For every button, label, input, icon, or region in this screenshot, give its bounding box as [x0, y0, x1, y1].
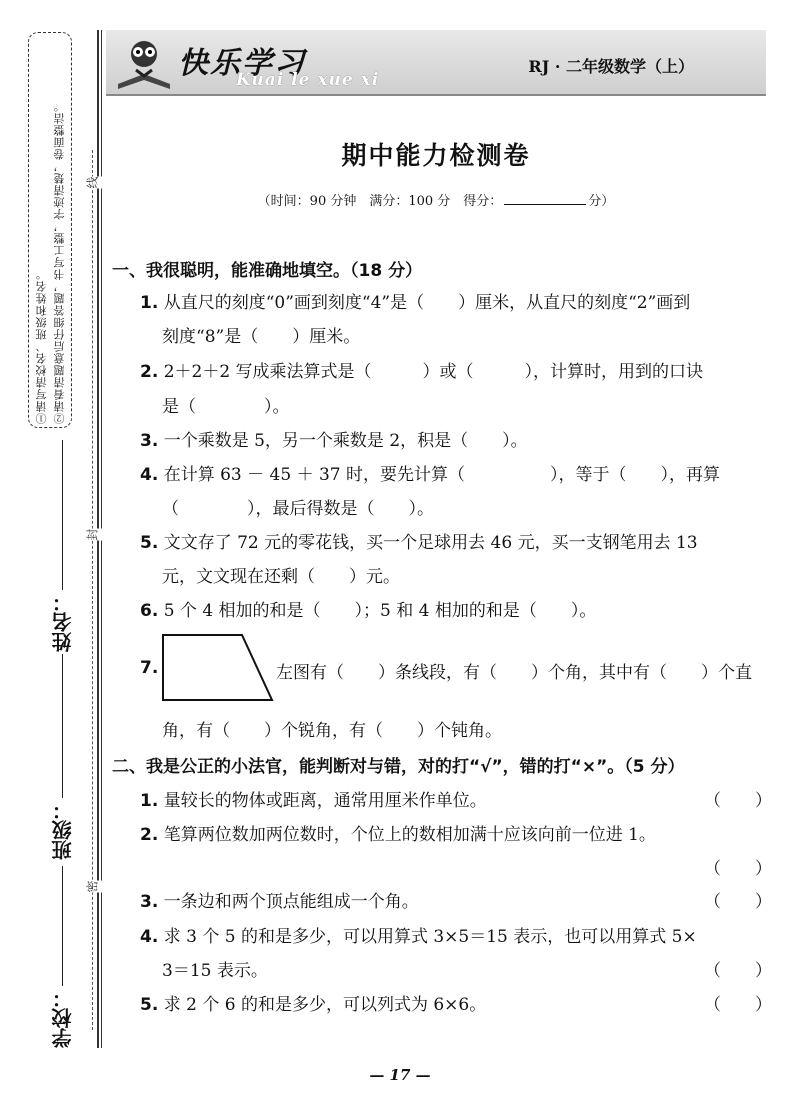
- trapezoid-figure: [160, 632, 276, 704]
- page-number: — 17 —: [369, 1066, 431, 1084]
- question-2-4-cont: 3＝15 表示。: [162, 961, 268, 981]
- question-number: 5.: [140, 533, 159, 553]
- question-text: 从直尺的刻度“0”画到刻度“4”是（ ）厘米，从直尺的刻度“2”画到: [163, 293, 691, 313]
- exam-meta: [106, 190, 766, 209]
- instruction-note-1: ①请写清校名、班级和姓名。: [35, 268, 48, 424]
- question-1-5: [140, 528, 770, 553]
- question-text: 一个乘数是 5，另一个乘数是 2，积是（ ）。: [163, 431, 528, 451]
- name-label: 姓名：: [51, 592, 75, 652]
- question-number: 6.: [140, 601, 159, 621]
- question-number: 5.: [140, 995, 159, 1015]
- answer-paren-3[interactable]: （ ）: [704, 892, 772, 912]
- question-2-1: [140, 786, 770, 811]
- page-title: 期中能力检测卷: [341, 141, 531, 170]
- question-number: 2.: [140, 362, 159, 382]
- section-2-heading: 二、我是公正的小法官，能判断对与错，对的打“√”，错的打“×”。（5 分）: [112, 757, 685, 777]
- question-number: 1.: [140, 293, 159, 313]
- question-1-7-cont: 角，有（ ）个锐角，有（ ）个钝角。: [162, 721, 502, 741]
- question-text: 2＋2＋2 写成乘法算式是（ ）或（ ），计算时，用到的口诀: [163, 362, 704, 382]
- question-1-1: [140, 288, 770, 313]
- question-text: 文文存了 72 元的零花钱，买一个足球用去 46 元，买一支钢笔用去 13: [163, 533, 698, 553]
- reading-owl-logo-icon: [112, 34, 176, 92]
- question-number: 4.: [140, 927, 159, 947]
- question-1-4-cont: （ ），最后得数是（ ）。: [162, 499, 434, 519]
- score-blank[interactable]: [504, 192, 586, 205]
- question-1-7-text: 左图有（ ）条线段，有（ ）个角，其中有（ ）个直: [276, 663, 752, 683]
- question-1-1-cont: 刻度“8”是（ ）厘米。: [162, 327, 361, 347]
- question-2-4: [140, 922, 770, 947]
- question-1-3: [140, 426, 770, 451]
- question-2-3: [140, 887, 770, 912]
- question-text: 一条边和两个顶点能组成一个角。: [163, 892, 419, 912]
- cut-mark-mi: 密: [82, 880, 103, 892]
- question-1-5-cont: 元，文文现在还剩（ ）元。: [162, 567, 400, 587]
- question-number: 7.: [140, 658, 159, 678]
- question-text: 笔算两位数加两位数时，个位上的数相加满十应该向前一位进 1。: [163, 825, 656, 845]
- answer-paren-5[interactable]: （ ）: [704, 995, 772, 1015]
- question-number: 4.: [140, 465, 159, 485]
- question-text: 求 2 个 6 的和是多少，可以列式为 6×6。: [163, 995, 487, 1015]
- question-1-4: [140, 460, 770, 485]
- question-1-2: [140, 357, 770, 382]
- question-number: 3.: [140, 431, 159, 451]
- name-field[interactable]: [62, 440, 63, 590]
- section-1-heading: 一、我很聪明，能准确地填空。（18 分）: [112, 261, 423, 281]
- page-header: [106, 30, 766, 96]
- exam-meta-end: 分）: [588, 194, 615, 209]
- question-number: 1.: [140, 791, 159, 811]
- question-text: 量较长的物体或距离，通常用厘米作单位。: [163, 791, 487, 811]
- class-field[interactable]: [62, 654, 63, 798]
- cut-mark-xian: 线: [82, 176, 103, 188]
- logo-text: 快乐学习: [178, 46, 306, 81]
- class-label: 班级：: [51, 800, 75, 860]
- grade-subject-label: RJ · 二年级数学（上）: [528, 57, 694, 76]
- question-1-6: [140, 596, 770, 621]
- answer-paren-2[interactable]: （ ）: [704, 859, 772, 879]
- cut-mark-feng: 封: [82, 528, 103, 540]
- logo-pinyin: Kuai le xue xi: [236, 70, 380, 90]
- question-text: 在计算 63 － 45 ＋ 37 时，要先计算（ ），等于（ ），再算: [163, 465, 721, 485]
- question-1-2-cont: 是（ ）。: [162, 397, 290, 417]
- question-2-5: [140, 990, 770, 1015]
- question-text: 求 3 个 5 的和是多少，可以用算式 3×5＝15 表示，也可以用算式 5×: [163, 927, 697, 947]
- school-label: 学校：: [51, 988, 75, 1048]
- answer-paren-1[interactable]: （ ）: [704, 791, 772, 811]
- school-field[interactable]: [62, 866, 63, 986]
- question-2-2: [140, 820, 770, 845]
- question-text: 5 个 4 相加的和是（ ）；5 和 4 相加的和是（ ）。: [163, 601, 597, 621]
- answer-paren-4[interactable]: （ ）: [704, 961, 772, 981]
- binding-dashed-line: [92, 150, 93, 1030]
- instruction-note-2: ②请看清题意后仔细答题，书写工整，字迹清楚，卷面整洁。: [53, 100, 66, 424]
- question-number: 2.: [140, 825, 159, 845]
- question-number: 3.: [140, 892, 159, 912]
- exam-meta-text: （时间：90 分钟 满分：100 分 得分：: [257, 194, 503, 209]
